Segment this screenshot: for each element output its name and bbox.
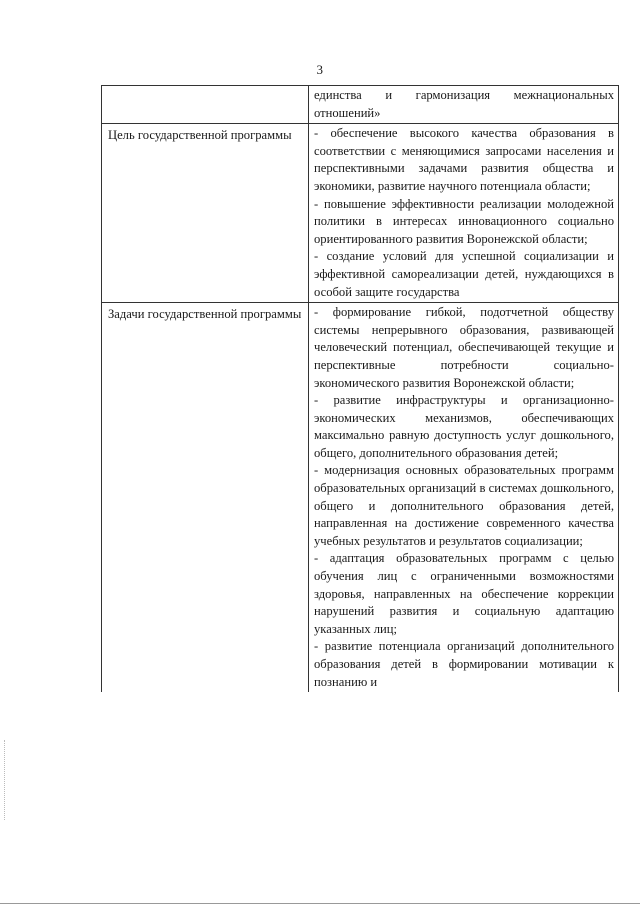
list-item: единства и гармонизация межнациональных отношений» [314, 88, 614, 120]
scan-margin-artifact [4, 740, 15, 820]
list-item: - создание условий для успешной социализации и эффективной самореализации детей, нуждающихся в особой защите государства [314, 249, 614, 299]
row-content-cell [309, 86, 619, 124]
list-item: - адаптация образовательных программ с целью обучения лиц с ограниченными возможностями здоровья, направленных на обеспечение коррекции нарушений развития и социальную адаптацию указанных лиц; [314, 551, 614, 636]
list-item: - развитие инфраструктуры и организационно-экономических механизмов, обеспечивающих максимально равную доступность услуг дошкольного, общего, дополнительного образования детей; [314, 393, 614, 460]
row-label-cell [102, 303, 309, 693]
table-row [102, 303, 619, 693]
row-label: Цель государственной программы [108, 128, 292, 143]
table-row [102, 86, 619, 124]
list-item: - развитие потенциала организаций дополнительного образования детей в формировании мотивации к познанию и [314, 639, 614, 689]
scan-bottom-edge [0, 903, 640, 904]
list-item: - модернизация основных образовательных программ образовательных организаций в системах дошкольного, общего и дополнительного образования детей, направленная на достижение современного качества учебных результатов и результатов социализации; [314, 463, 614, 548]
list-item: - обеспечение высокого качества образования в соответствии с меняющимися запросами населения и перспективными задачами развития общества и экономики, развитие научного потенциала области; [314, 126, 614, 193]
row-label-cell [102, 124, 309, 303]
row-label-cell [102, 86, 309, 124]
list-item: - повышение эффективности реализации молодежной политики в интересах инновационного социально ориентированного развития Воронежской области; [314, 196, 614, 246]
table-row [102, 124, 619, 303]
row-label: Задачи государственной программы [108, 307, 302, 322]
row-content-cell [309, 303, 619, 693]
list-item: - формирование гибкой, подотчетной обществу системы непрерывного образования, развивающей человеческий потенциал, обеспечивающей текущие и перспективные потребности социально-экономического развития Воронежской области; [314, 305, 614, 390]
program-passport-table [101, 85, 619, 692]
row-content-cell [309, 124, 619, 303]
page-number: 3 [316, 62, 324, 77]
